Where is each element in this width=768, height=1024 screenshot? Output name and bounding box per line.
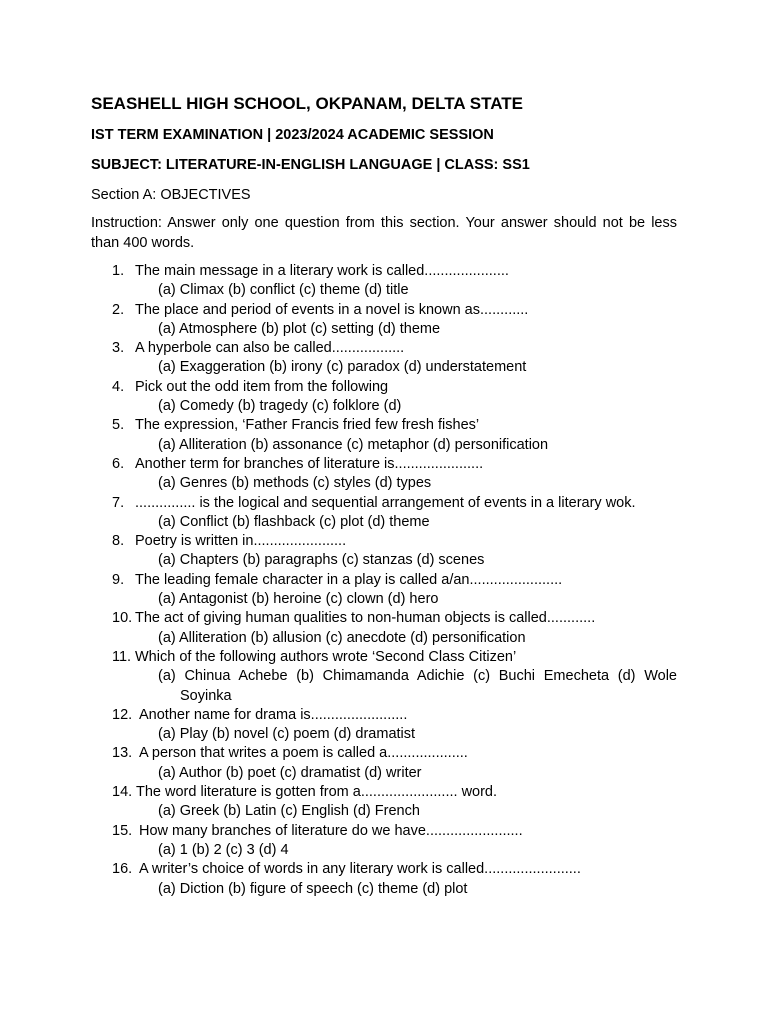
section-heading: Section A: OBJECTIVES: [91, 187, 251, 203]
exam-term: IST TERM EXAMINATION | 2023/2024 ACADEMIC SESSION: [91, 127, 494, 143]
question-item: [0, 494, 768, 533]
question-text: ............... is the logical and sequential arrangement of events in a literary wok.: [135, 494, 636, 511]
question-text: The leading female character in a play is called a/an.......................: [135, 571, 563, 588]
question-number: 7.: [112, 494, 125, 511]
question-text: A hyperbole can also be called..................: [135, 340, 405, 357]
question-options: (a) 1 (b) 2 (c) 3 (d) 4: [158, 841, 289, 858]
question-options: (a) Conflict (b) flashback (c) plot (d) theme: [158, 513, 430, 530]
question-number: 13.: [112, 745, 133, 762]
question-item: [0, 455, 768, 494]
question-options: (a) Author (b) poet (c) dramatist (d) writer: [158, 764, 422, 781]
question-options: (a) Chinua Achebe (b) Chimamanda Adichie (c) Buchi Emecheta (d) Wole Soyinka: [158, 668, 677, 704]
question-options: (a) Exaggeration (b) irony (c) paradox (d) understatement: [158, 359, 527, 376]
question-item: [0, 783, 768, 822]
question-item: [0, 571, 768, 610]
question-options: (a) Alliteration (b) assonance (c) metaphor (d) personification: [158, 436, 549, 453]
question-item: [0, 378, 768, 417]
question-text: Another term for branches of literature is......................: [135, 455, 484, 472]
question-number: 16.: [112, 861, 133, 878]
question-number: 5.: [112, 417, 125, 434]
question-text: How many branches of literature do we have........................: [139, 822, 523, 839]
question-text: Poetry is written in.......................: [135, 533, 347, 550]
question-number: 14.: [112, 784, 133, 801]
question-text: Which of the following authors wrote ‘Second Class Citizen’: [135, 648, 517, 665]
question-text: The main message in a literary work is called.....................: [135, 263, 509, 279]
question-options: (a) Chapters (b) paragraphs (c) stanzas (d) scenes: [158, 552, 485, 569]
question-item: [0, 416, 768, 455]
question-options: (a) Atmosphere (b) plot (c) setting (d) theme: [158, 320, 441, 337]
question-item: [0, 609, 768, 648]
question-options: (a) Antagonist (b) heroine (c) clown (d) hero: [158, 591, 439, 608]
question-options: (a) Comedy (b) tragedy (c) folklore (d): [158, 398, 402, 415]
question-number: 10.: [112, 610, 133, 627]
question-options: (a) Greek (b) Latin (c) English (d) French: [158, 803, 420, 820]
question-item: [0, 822, 768, 861]
question-number: 3.: [112, 340, 125, 357]
question-number: 15.: [112, 822, 133, 839]
question-options: (a) Genres (b) methods (c) styles (d) types: [158, 475, 432, 492]
question-number: 1.: [112, 263, 125, 279]
question-item: [0, 706, 768, 745]
question-text: Another name for drama is........................: [139, 706, 408, 723]
question-item: [0, 532, 768, 571]
exam-subject: SUBJECT: LITERATURE-IN-ENGLISH LANGUAGE | CLASS: SS1: [91, 157, 530, 173]
instruction-text: Instruction: Answer only one question from this section. Your answer should not be less than 400 words.: [91, 215, 677, 251]
question-item: [0, 744, 768, 783]
question-number: 6.: [112, 455, 125, 472]
question-text: The place and period of events in a novel is known as............: [135, 301, 529, 318]
question-text: Pick out the odd item from the following: [135, 378, 389, 395]
school-name: SEASHELL HIGH SCHOOL, OKPANAM, DELTA STATE: [91, 94, 523, 113]
question-options: (a) Play (b) novel (c) poem (d) dramatist: [158, 726, 416, 743]
question-number: 11.: [112, 648, 132, 665]
question-number: 8.: [112, 533, 125, 550]
question-number: 12.: [112, 706, 133, 723]
question-text: The expression, ‘Father Francis fried few fresh fishes’: [135, 417, 480, 434]
question-text: The word literature is gotten from a........................ word.: [136, 784, 498, 801]
question-text: The act of giving human qualities to non-human objects is called............: [135, 610, 596, 627]
question-list: [0, 262, 768, 899]
question-item: [0, 339, 768, 378]
question-item: [0, 301, 768, 340]
question-options: (a) Diction (b) figure of speech (c) theme (d) plot: [158, 880, 468, 897]
question-number: 2.: [112, 301, 125, 318]
question-item: [0, 648, 768, 706]
question-number: 9.: [112, 571, 125, 588]
question-options: (a) Climax (b) conflict (c) theme (d) title: [158, 282, 409, 299]
question-text: A person that writes a poem is called a....................: [139, 745, 468, 762]
question-number: 4.: [112, 378, 125, 395]
question-item: [0, 262, 768, 301]
question-options: (a) Alliteration (b) allusion (c) anecdote (d) personification: [158, 629, 526, 646]
question-text: A writer’s choice of words in any literary work is called........................: [139, 861, 581, 878]
question-item: [0, 860, 768, 899]
